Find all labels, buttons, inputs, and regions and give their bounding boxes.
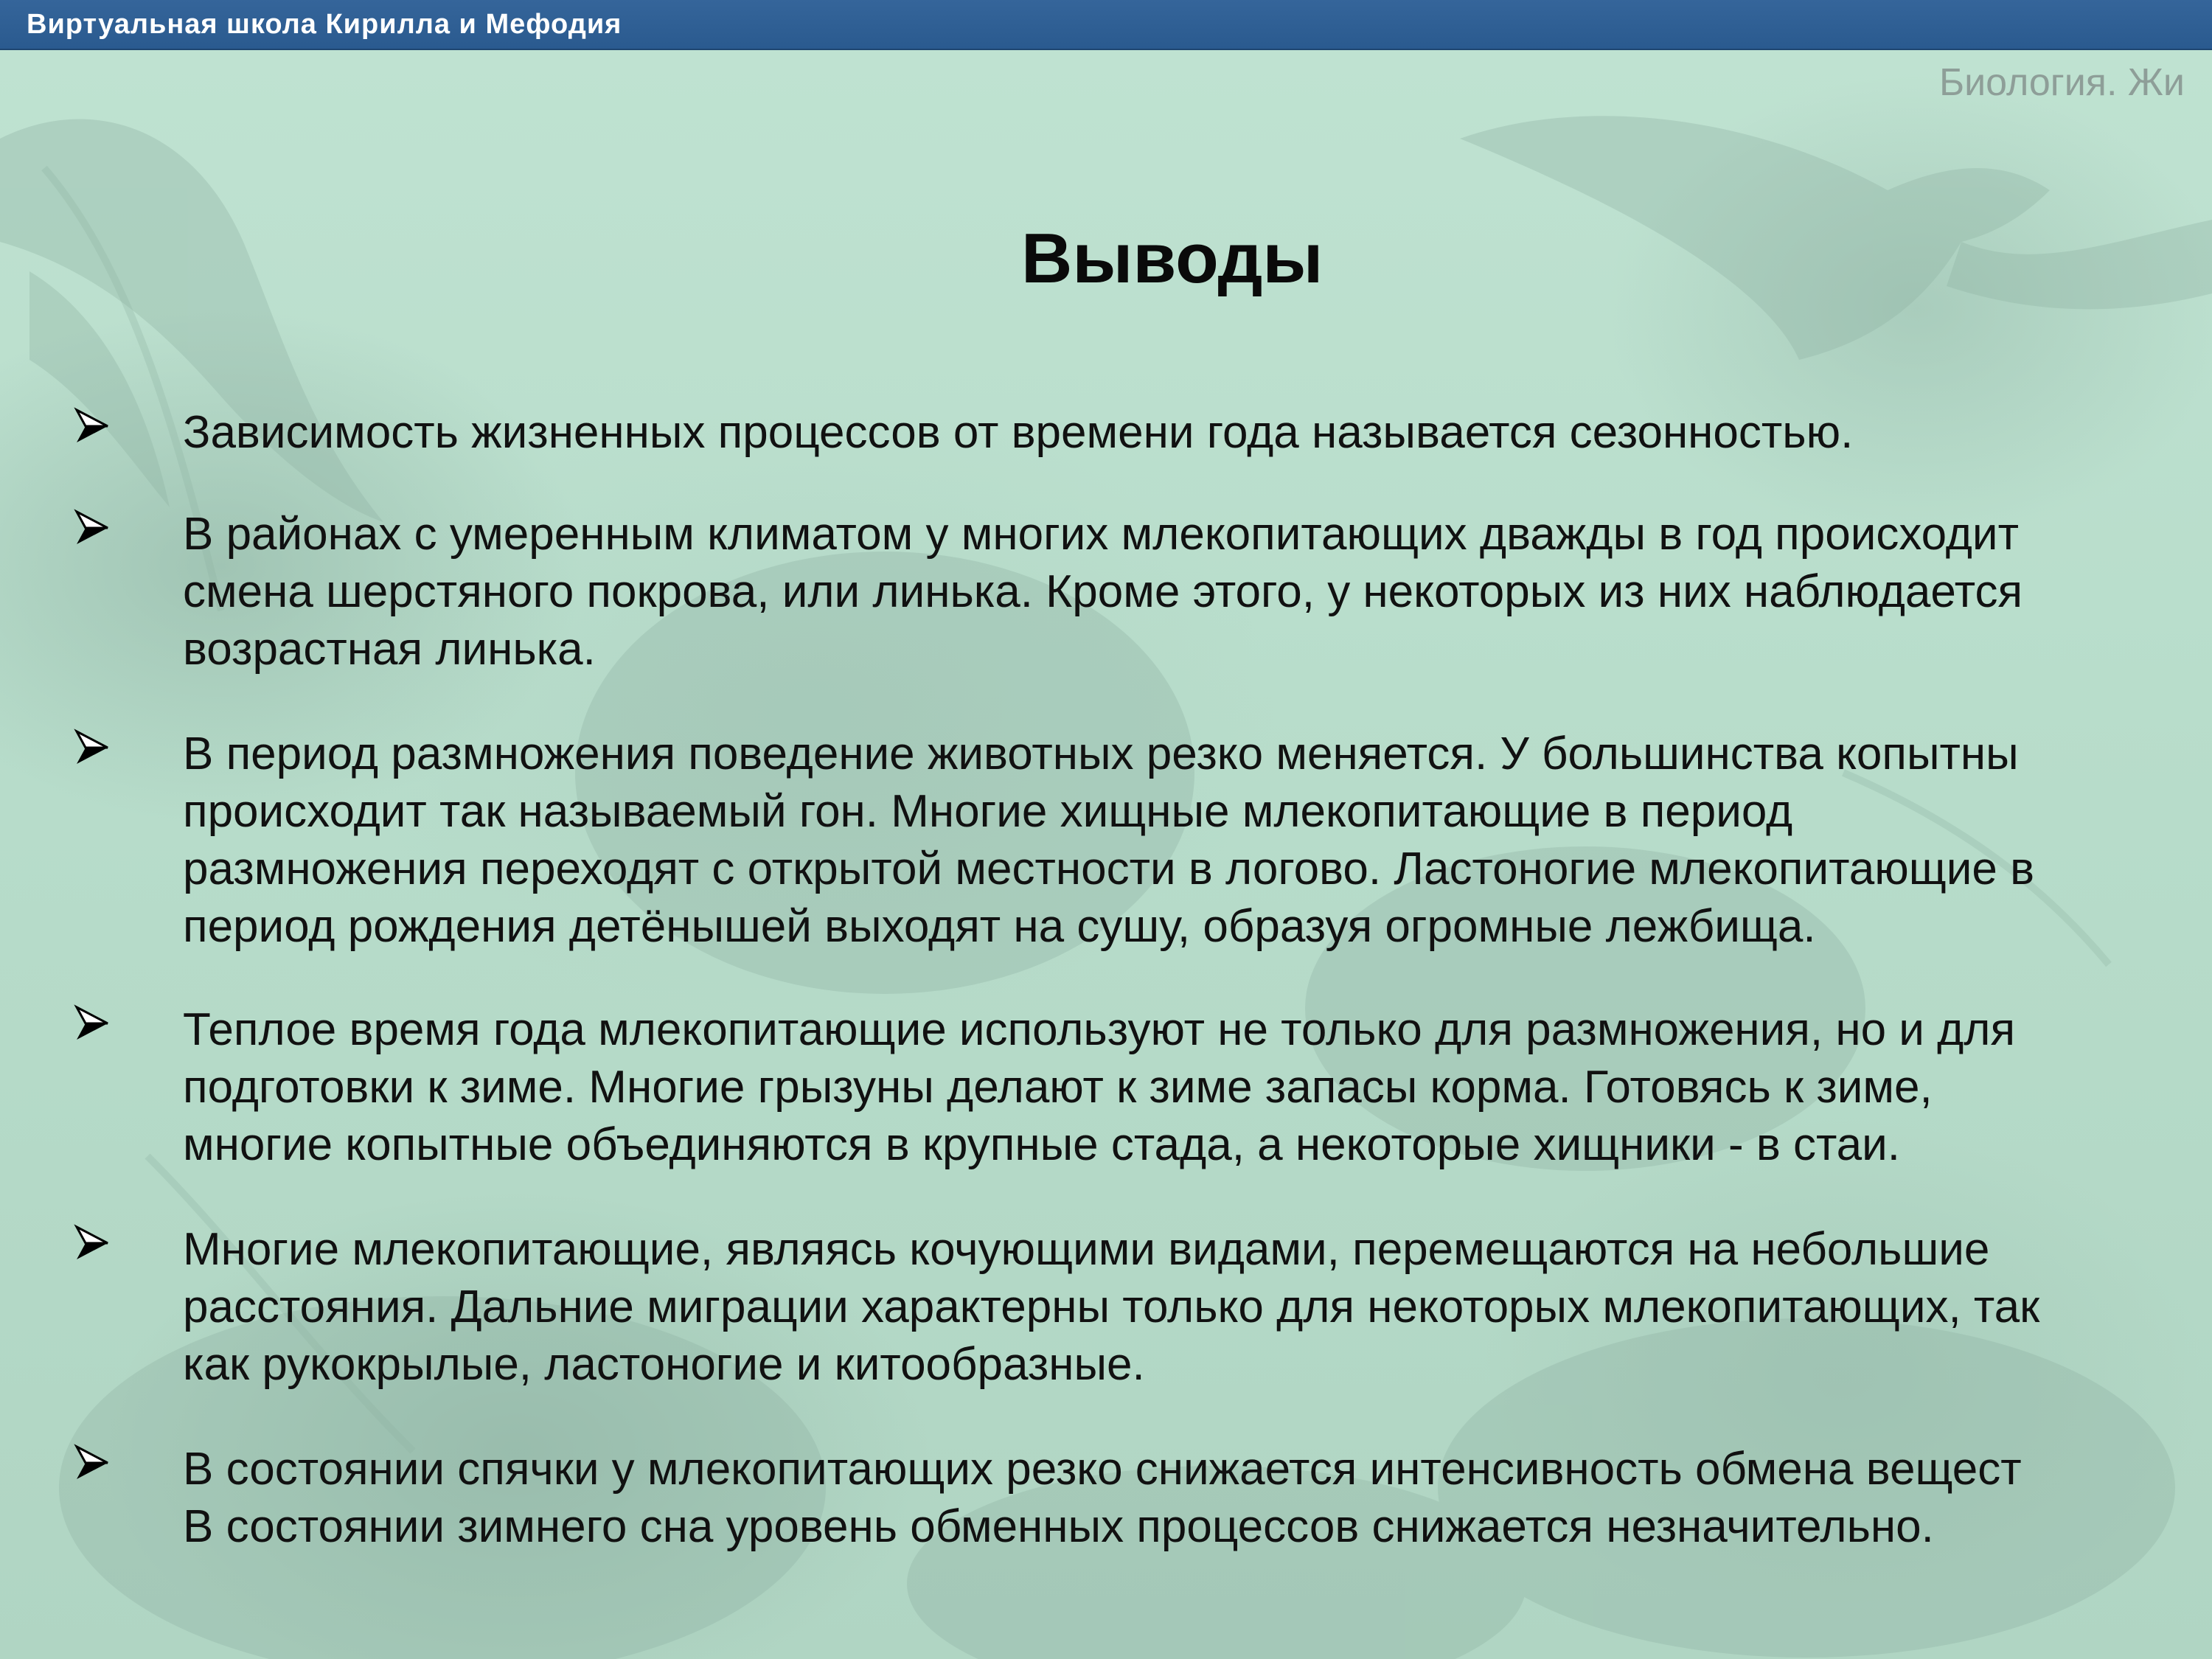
slide	[0, 50, 2212, 1659]
bullet-line: В районах с умеренным климатом у многих млекопитающих дважды в год происходит	[183, 509, 2019, 560]
arrowhead-bullet-icon	[74, 1001, 111, 1046]
bullet-line: Теплое время года млекопитающие используют не только для размножения, но и для	[183, 1004, 2016, 1055]
arrowhead-bullet-icon	[74, 1441, 111, 1485]
course-header: Биология. Жи	[1939, 61, 2185, 104]
bullet-line: размножения переходят с открытой местности в логово. Ластоногие млекопитающие в	[183, 844, 2035, 894]
slide-title: Выводы	[1021, 219, 1324, 298]
bullet-line: период рождения детёнышей выходят на сушу, образуя огромные лежбища.	[183, 901, 1816, 952]
arrowhead-bullet-icon	[74, 1221, 111, 1265]
window-titlebar	[0, 0, 2212, 50]
bullet-line: смена шерстяного покрова, или линька. Кроме этого, у некоторых из них наблюдается	[183, 566, 2023, 617]
arrowhead-bullet-icon	[74, 404, 111, 448]
arrowhead-bullet-icon	[74, 506, 111, 550]
bullet-line: возрастная линька.	[183, 624, 596, 675]
window-title: Виртуальная школа Кирилла и Мефодия	[27, 9, 622, 40]
bullet-line: как рукокрылые, ластоногие и китообразные.	[183, 1339, 1145, 1390]
bullet-line: Зависимость жизненных процессов от времени года называется сезонностью.	[183, 407, 1854, 458]
bullet-line: Многие млекопитающие, являясь кочующими видами, перемещаются на небольшие	[183, 1224, 1990, 1275]
bullet-line: В период размножения поведение животных резко меняется. У большинства копытны	[183, 728, 2019, 779]
bullet-line: В состоянии спячки у млекопитающих резко снижается интенсивность обмена вещест	[183, 1444, 2022, 1495]
bullet-list	[0, 50, 2212, 1659]
bullet-line: подготовки к зиме. Многие грызуны делают к зиме запасы корма. Готовясь к зиме,	[183, 1062, 1933, 1113]
bullet-line: происходит так называемый гон. Многие хищные млекопитающие в период	[183, 786, 1793, 837]
bullet-line: многие копытные объединяются в крупные стада, а некоторые хищники - в стаи.	[183, 1119, 1901, 1170]
bullet-line: В состоянии зимнего сна уровень обменных процессов снижается незначительно.	[183, 1501, 1934, 1552]
bullet-line: расстояния. Дальние миграции характерны только для некоторых млекопитающих, так	[183, 1281, 2040, 1332]
arrowhead-bullet-icon	[74, 726, 111, 770]
